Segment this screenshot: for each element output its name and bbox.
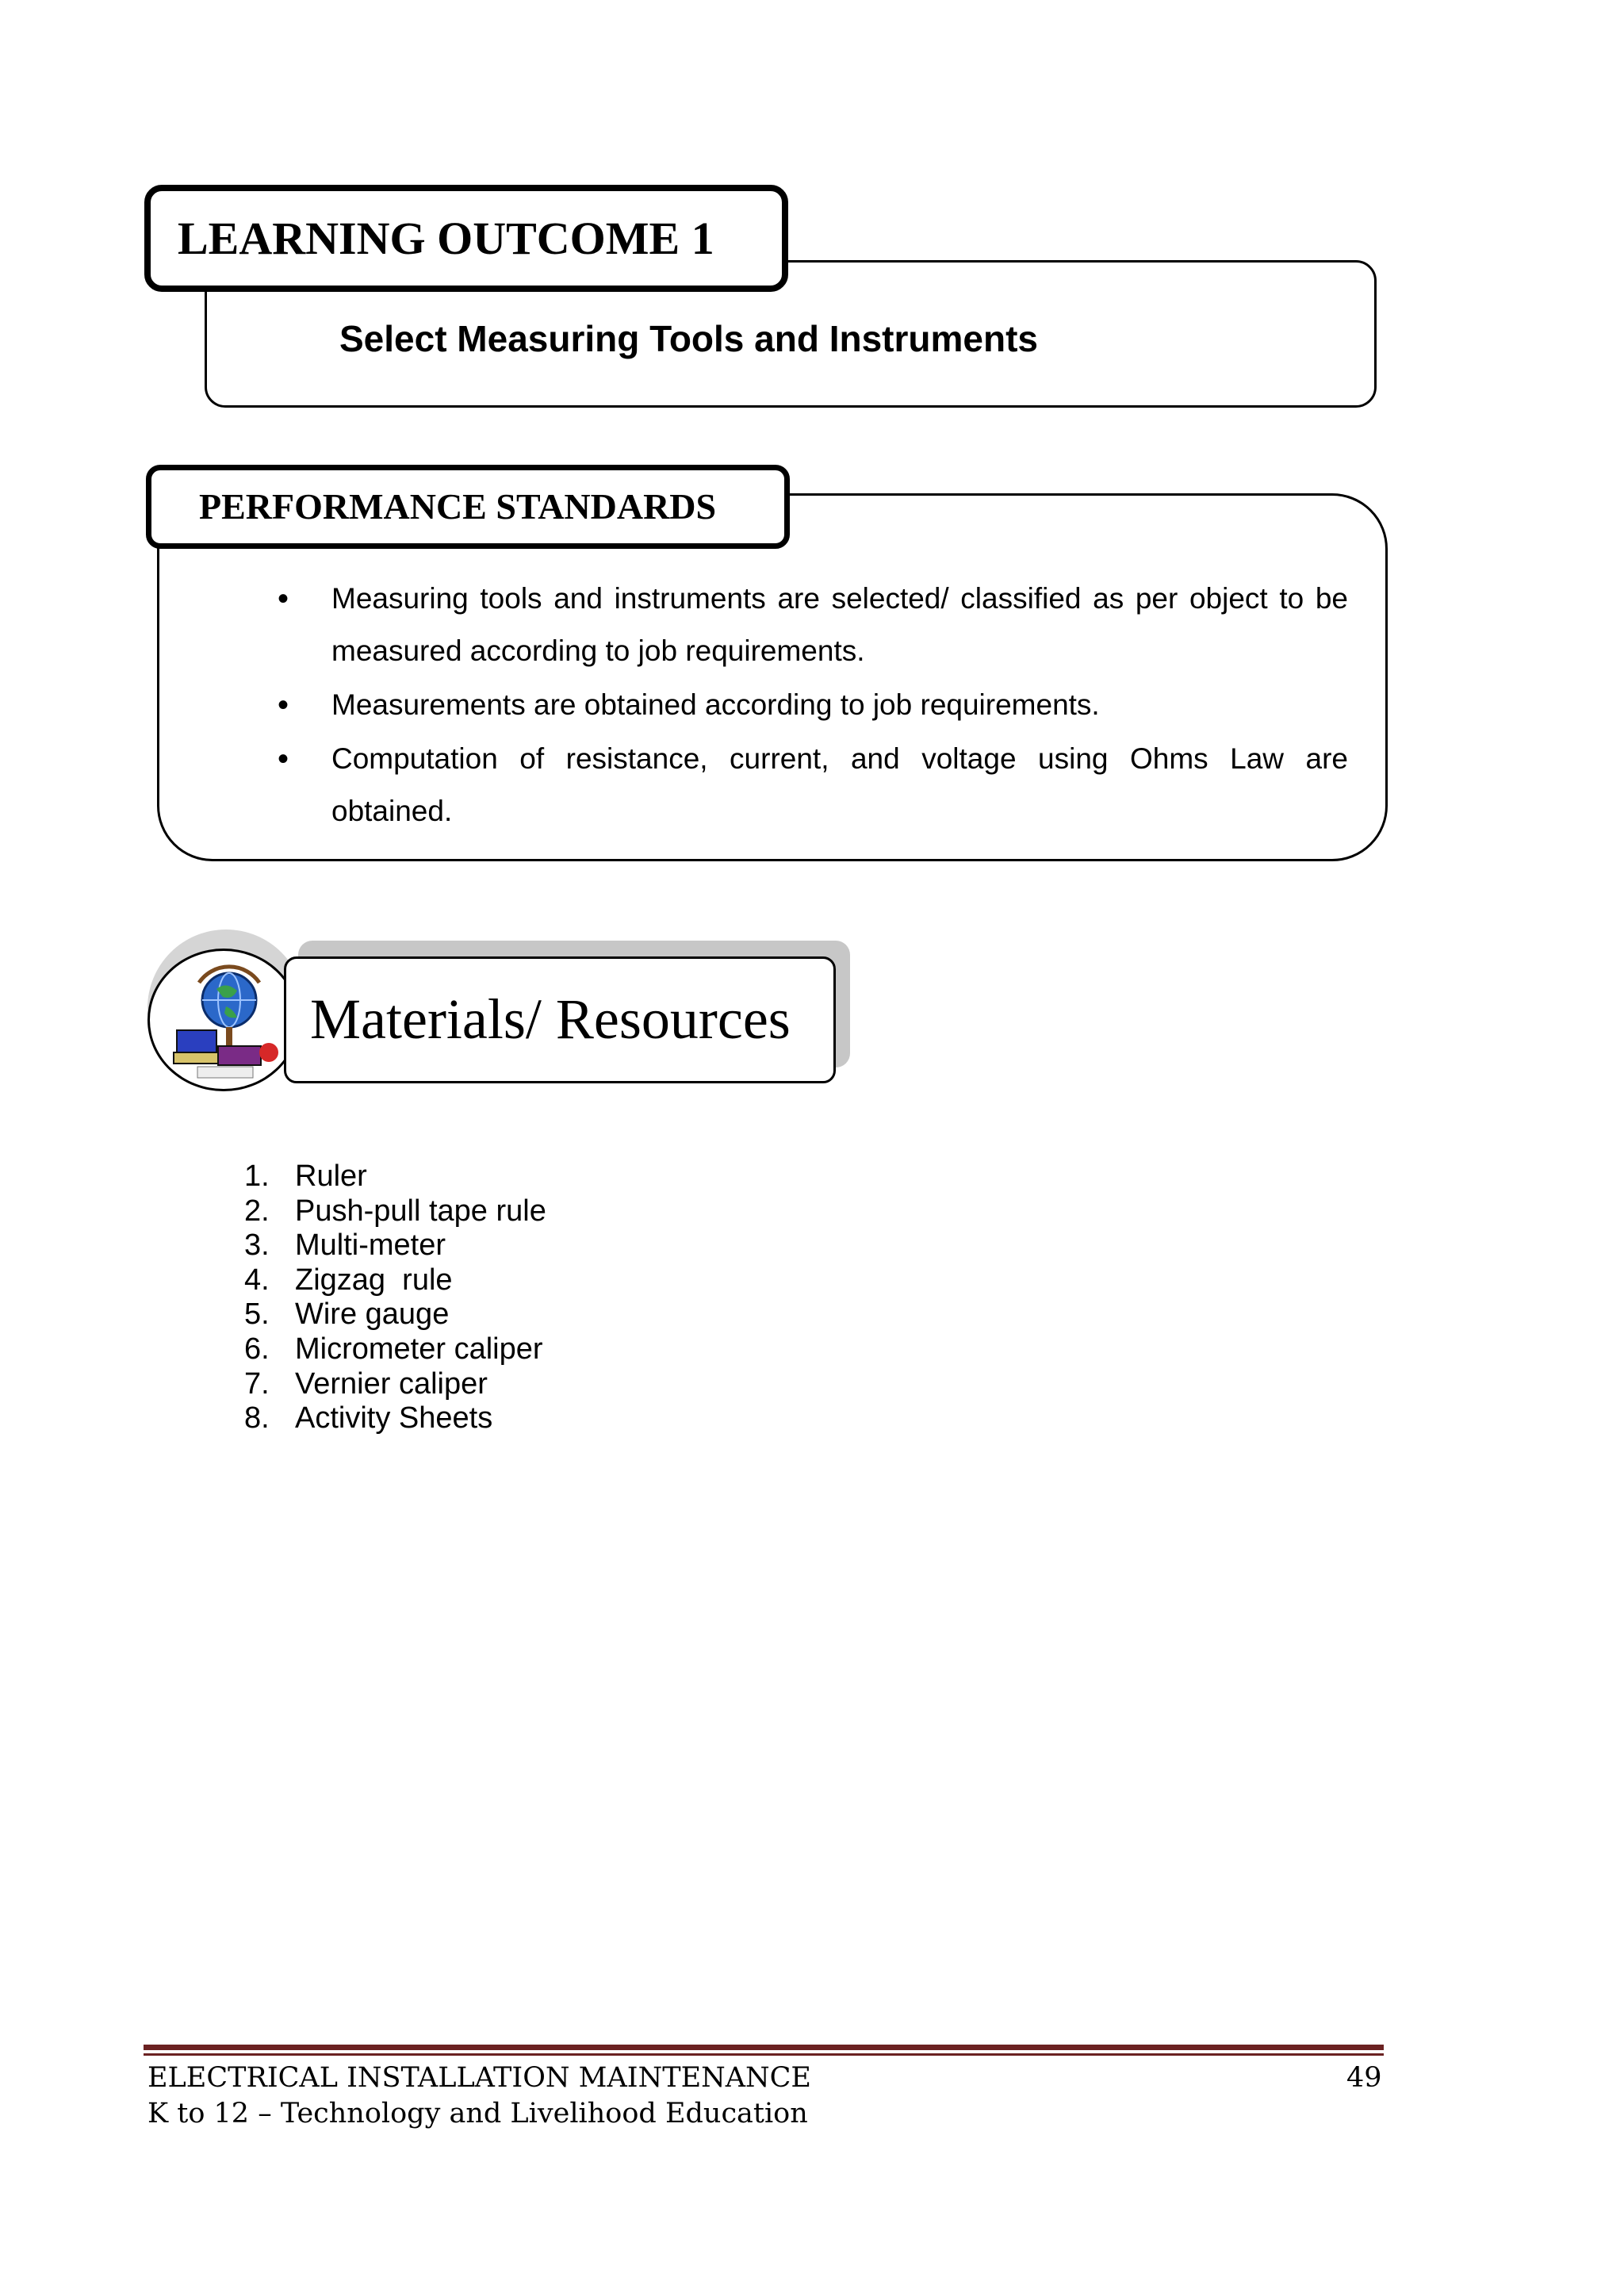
list-item: 5. Wire gauge <box>244 1297 450 1332</box>
list-item: 6. Micrometer caliper <box>244 1332 543 1366</box>
learning-outcome-heading: LEARNING OUTCOME 1 <box>144 185 788 292</box>
list-item: 8. Activity Sheets <box>244 1401 493 1435</box>
materials-heading: Materials/ Resources <box>284 956 836 1083</box>
footer-rule-thick <box>144 2045 1384 2050</box>
list-item: 4. Zigzag rule <box>244 1263 453 1297</box>
globe-books-clipart-icon <box>147 949 300 1091</box>
footer-program-title: K to 12 – Technology and Livelihood Education <box>147 2098 808 2129</box>
list-item: • Computation of resistance, current, and voltage using Ohms Law are obtained. <box>278 733 1348 838</box>
list-item: 1. Ruler <box>244 1159 367 1193</box>
list-item: 3. Multi-meter <box>244 1228 446 1263</box>
footer-course-title: ELECTRICAL INSTALLATION MAINTENANCE <box>147 2062 811 2094</box>
page-number: 49 <box>1346 2062 1382 2094</box>
footer-rule-thin <box>144 2053 1384 2056</box>
list-item: 2. Push-pull tape rule <box>244 1194 546 1228</box>
list-item: 7. Vernier caliper <box>244 1366 488 1401</box>
list-item: • Measurements are obtained according to job requirements. <box>278 679 1348 731</box>
performance-standards-heading: PERFORMANCE STANDARDS <box>146 465 790 549</box>
list-item: • Measuring tools and instruments are selected/ classified as per object to be measured according to job requirements. <box>278 573 1348 677</box>
performance-standards-list <box>278 573 1348 839</box>
learning-outcome-subtitle: Select Measuring Tools and Instruments <box>339 318 1038 359</box>
materials-list <box>244 1159 546 1436</box>
